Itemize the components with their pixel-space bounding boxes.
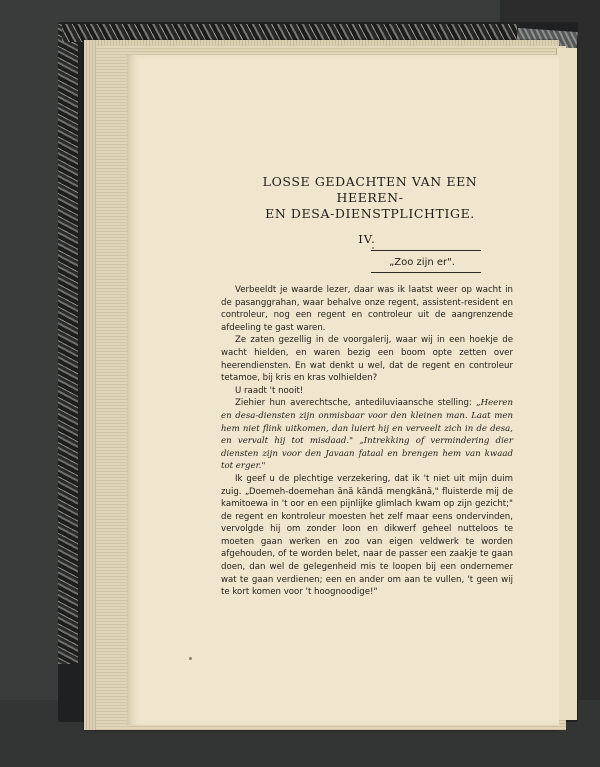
quote-2: „Intrekking of vermindering dier diensten zijn voor den Javaan fataal en brengen hem van kwaad tot erger." [221,436,514,472]
paragraph [221,397,513,473]
paragraph: Ik geef u de plechtige verzekering, dat ik 't niet uit mijn duim zuig. „Doemeh-doemehan ănă kăndă mengkănă," fluisterde mij de kamitoewa in 't oor en een pijnlijke glimlach kwam op zijn gezicht;" de regent en kontroleur moesten het zelf maar eens ondervinden, vervolgde hij om zonder loon en dikwerf geheel nutteloos te moeten gaan werken en zoo van eigen veldwerk te worden afgehouden, of te worden belet, naar de passer een zaakje te gaan doen, dan wel de gelegenheid mis te loopen bij een ondernemer wat te gaan verdienen; een en ander om aan te vullen, 't geen wij te kort komen voor 't hoognoodige!" [221,473,513,598]
motto: „Zoo zijn er". [389,257,455,268]
section-numeral: IV. [358,232,376,246]
motto-rule-top [371,250,481,251]
title-line-2: EN DESA-DIENSTPLICHTIGE. [265,206,475,221]
article-title [227,174,513,222]
paragraph: U raadt 't nooit! [235,385,304,396]
article-body [221,284,513,599]
quote-1: „Heeren en desa-diensten zijn onmisbaar voor den kleinen man. Laat men hem niet flink uitkomen, dan luiert hij en verveelt zich in de desa, en vervalt hij tot misdaad." [221,398,513,447]
page-text [221,174,513,599]
motto-rule-bottom [371,272,481,273]
paragraph: Verbeeldt je waarde lezer, daar was ik laatst weer op wacht in de pasanggrahan, waar behalve onze regent, assistent-resident en controleur, nog een regent en controleur uit de aangrenzende afdeeling te gast waren. [221,285,513,333]
facing-page-edge [556,48,577,720]
paper-spot [189,657,192,660]
title-line-1: LOSSE GEDACHTEN VAN EEN HEEREN- [262,174,478,205]
marbled-board-left [58,24,78,664]
paragraph: Ze zaten gezellig in de voorgalerij, waar wij in een hoekje de wacht hielden, en waren bezig een boom opte zetten over heerendiensten. En wat denkt u wel, dat de regent en controleur tetamoe, bij kris en kras volhielden? [221,335,513,384]
paragraph-lead: Ziehier hun averechtsche, antediluviaansche stelling: [235,398,477,409]
